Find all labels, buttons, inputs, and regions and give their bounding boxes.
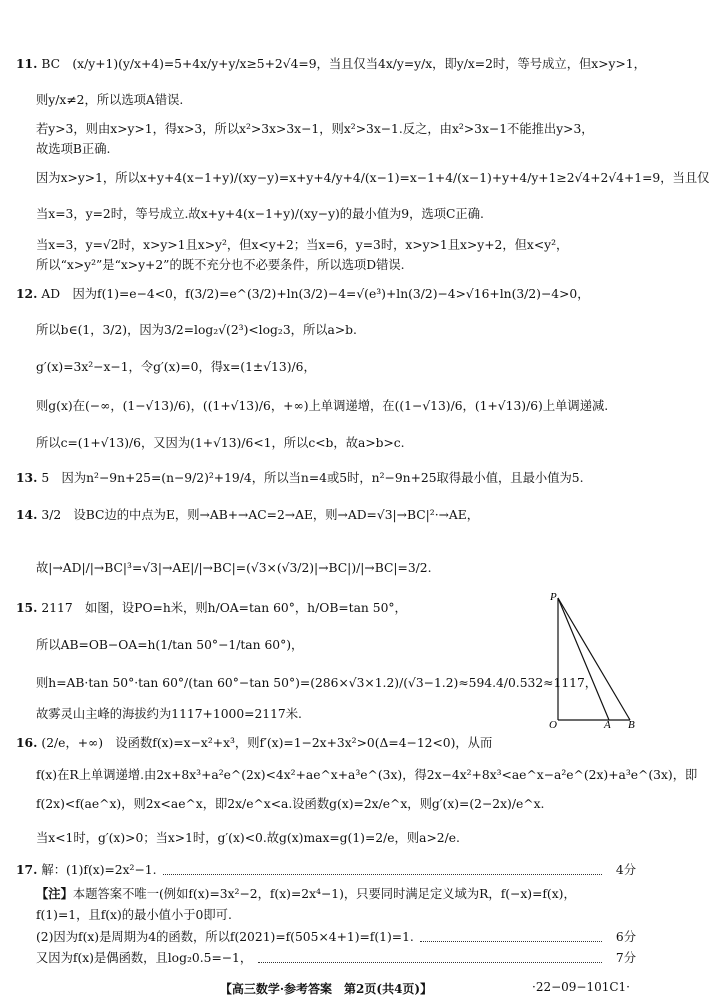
line-q17-4: 又因为f(x)是偶函数，且log₂0.5=−1， 7分 [36,951,636,965]
mountain-figure [546,590,641,730]
line-q11-1: 11. BC (x/y+1)(y/x+4)=5+4x/y+y/x≥5+2√4=9，当且仅当4x/y=y/x，即y/x=2时，等号成立，但x>y>1， [16,56,646,71]
line-q11-8: 所以“x>y²”是“x>y+2”的既不充分也不必要条件，所以选项D错误. [36,258,405,272]
line-q11-3: 若y>3，则由x>y>1，得x>3，所以x²>3x>3x−1，则x²>3x−1.反之，由x²>3x−1不能推出y>3， [36,122,594,136]
leader-dots [258,954,602,963]
line-q17-3: (2)因为f(x)是周期为4的函数，所以f(2021)=f(505×4+1)=f(1)=1. 6分 [36,930,636,944]
footer-title: 【高三数学·参考答案 第2页(共4页)】 [219,982,433,996]
line-q11-6: 当x=3，y=2时，等号成立.故x+y+4(x−1+y)/(xy−y)的最小值为9，选项C正确. [36,207,484,221]
line-q11-4: 故选项B正确. [36,142,111,156]
label-o: O [549,719,557,731]
line-q14-2: 故|→AD|/|→BC|³=√3|→AE|/|→BC|=(√3×(√3/2)|→BC|)/|→BC|=3/2. [36,561,432,575]
line-q15-4: 故雾灵山主峰的海拔约为1117+1000=2117米. [36,707,302,721]
page-footer [0,980,652,998]
score-label: 7分 [615,951,636,965]
score-label: 4分 [615,863,636,877]
line-q12-3: g′(x)=3x²−x−1，令g′(x)=0，得x=(1±√13)/6， [36,360,316,374]
line-q15-1: 15. 2117 如图，设PO=h米，则h/OA=tan 60°，h/OB=tan 50°， [16,600,407,615]
footer-code: ·22−09−101C1· [532,980,630,994]
line-q12-2: 所以b∈(1，3/2)，因为3/2=log₂√(2³)<log₂3，所以a>b. [36,323,357,337]
line-q12-1: 12. AD 因为f(1)=e−4<0，f(3/2)=e^(3/2)+ln(3/2)−4=√(e³)+ln(3/2)−4>√16+ln(3/2)−4>0， [16,286,590,301]
label-p: P [550,591,557,603]
line-q17-2: f(1)=1，且f(x)的最小值小于0即可. [36,908,232,922]
line-q16-3: f(2x)<f(ae^x)，则2x<ae^x，即2x/e^x<a.设函数g(x)=2x/e^x，则g′(x)=(2−2x)/e^x. [36,797,545,811]
leader-dots [163,866,602,875]
line-q15-2: 所以AB=OB−OA=h(1/tan 50°−1/tan 60°)， [36,638,304,652]
line-q16-2: f(x)在R上单调递增.由2x+8x³+a²e^(2x)<4x²+ae^x+a³e^(3x)，得2x−4x²+8x³<ae^x−a²e^(2x)+a³e^(3x)，即 [36,768,698,782]
label-a: A [604,719,611,731]
line-q17-1: 17. 解：(1)f(x)=2x²−1. 4分 [16,862,636,877]
label-b: B [628,719,635,731]
line-q15-3: 则h=AB·tan 50°·tan 60°/(tan 60°−tan 50°)=(286×√3×1.2)/(√3−1.2)≈594.4/0.532≈1117， [36,676,598,690]
score-label: 6分 [615,930,636,944]
line-q11-7: 当x=3，y=√2时，x>y>1且x>y²，但x<y+2；当x=6，y=3时，x>y>1且x>y+2，但x<y²， [36,238,569,252]
line-q12-4: 则g(x)在(−∞，(1−√13)/6)，((1+√13)/6，+∞)上单调递增，在((1−√13)/6，(1+√13)/6)上单调递减. [36,399,609,413]
line-q16-1: 16. (2/e，+∞) 设函数f(x)=x−x²+x³，则f′(x)=1−2x+3x²>0(Δ=4−12<0)，从而 [16,735,493,750]
line-pa [558,598,609,720]
line-q13: 13. 5 因为n²−9n+25=(n−9/2)²+19/4，所以当n=4或5时，n²−9n+25取得最小值，且最小值为5. [16,470,584,485]
line-q11-2: 则y/x≠2，所以选项A错误. [36,93,184,107]
line-pb [558,598,630,720]
line-q16-4: 当x<1时，g′(x)>0；当x>1时，g′(x)<0.故g(x)max=g(1)=2/e，则a>2/e. [36,831,460,845]
line-q11-5: 因为x>y>1，所以x+y+4(x−1+y)/(xy−y)=x+y+4/y+4/(x−1)=x−1+4/(x−1)+y+4/y+1≥2√4+2√4+1=9，当且仅 [36,171,709,185]
line-q12-5: 所以c=(1+√13)/6，又因为(1+√13)/6<1，所以c<b，故a>b>c. [36,436,405,450]
line-q17-note: 【注】本题答案不唯一(例如f(x)=3x²−2，f(x)=2x⁴−1)，只要同时满足定义域为R，f(−x)=f(x)， [36,886,576,901]
leader-dots [420,933,602,942]
line-q14-1: 14. 3/2 设BC边的中点为E，则→AB+→AC=2→AE，则→AD=√3|→BC|²·→AE， [16,507,480,522]
